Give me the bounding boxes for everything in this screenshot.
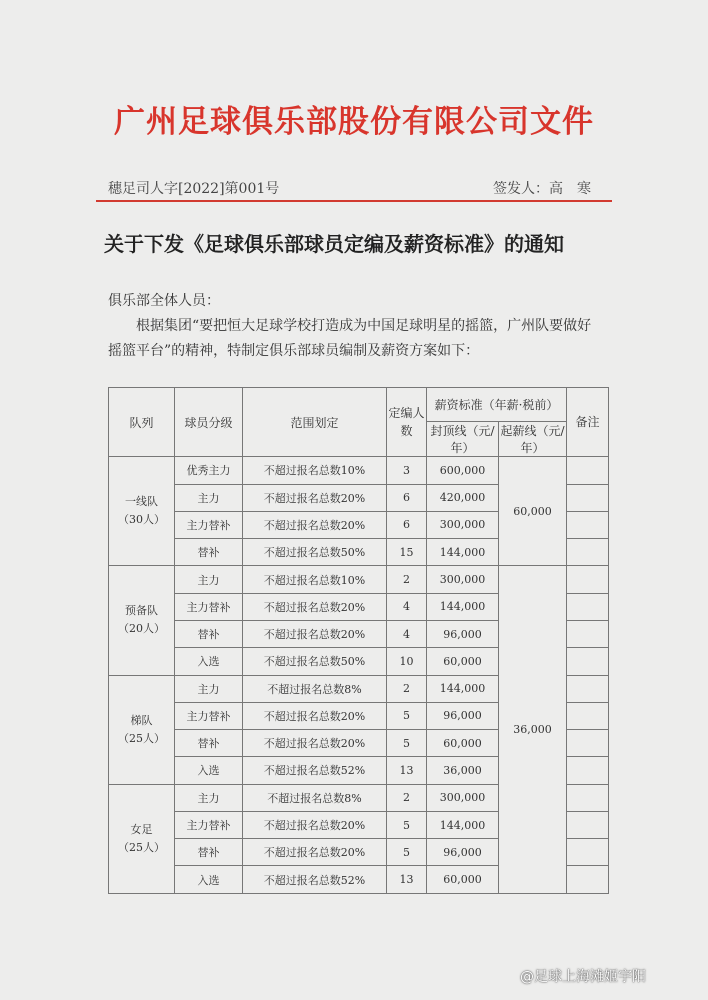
cap-cell: 60,000 — [427, 866, 499, 894]
team-name: 预备队 — [125, 604, 158, 618]
range-cell: 不超过报名总数20% — [243, 484, 387, 511]
team-count: （30人） — [118, 513, 165, 527]
team-cell — [109, 457, 175, 566]
remark-cell — [567, 811, 609, 838]
quota-cell: 2 — [387, 784, 427, 811]
level-cell: 替补 — [175, 620, 243, 647]
team-name: 女足 — [130, 822, 153, 836]
team-count: （20人） — [118, 622, 165, 636]
level-cell: 入选 — [175, 866, 243, 894]
document-title: 广州足球俱乐部股份有限公司文件 — [114, 104, 594, 140]
level-cell: 替补 — [175, 839, 243, 866]
body-paragraph: 根据集团“要把恒大足球学校打造成为中国足球明星的摇篮，广州队要做好摇篮平台”的精神，特制定俱乐部球员编制及薪资方案如下： — [108, 318, 592, 359]
table-row — [109, 457, 609, 484]
level-cell: 入选 — [175, 648, 243, 675]
level-cell: 主力替补 — [175, 511, 243, 538]
header-level: 球员分级 — [175, 388, 243, 457]
range-cell: 不超过报名总数20% — [243, 511, 387, 538]
quota-cell: 4 — [387, 593, 427, 620]
cap-cell: 60,000 — [427, 730, 499, 757]
team-cell — [109, 784, 175, 893]
quota-cell: 15 — [387, 539, 427, 566]
level-cell: 主力 — [175, 566, 243, 593]
level-cell: 主力替补 — [175, 593, 243, 620]
quota-cell: 10 — [387, 648, 427, 675]
remark-cell — [567, 866, 609, 894]
quota-cell: 3 — [387, 457, 427, 484]
quota-cell: 5 — [387, 839, 427, 866]
header-remark: 备注 — [567, 388, 609, 457]
document-number: 穗足司人字[2022]第001号 — [108, 181, 280, 197]
team-cell — [109, 566, 175, 675]
team-name: 梯队 — [130, 713, 153, 727]
quota-cell: 5 — [387, 730, 427, 757]
team-count: （25人） — [118, 731, 165, 745]
range-cell: 不超过报名总数10% — [243, 566, 387, 593]
quota-cell: 2 — [387, 675, 427, 702]
notice-title: 关于下发《足球俱乐部球员定编及薪资标准》的通知 — [104, 232, 564, 256]
remark-cell — [567, 839, 609, 866]
header-salary: 薪资标准（年薪·税前） — [427, 388, 567, 422]
start-salary-cell: 60,000 — [499, 457, 567, 566]
quota-cell: 6 — [387, 511, 427, 538]
remark-cell — [567, 675, 609, 702]
range-cell: 不超过报名总数8% — [243, 675, 387, 702]
weibo-watermark: @足球上海滩姬宇阳 — [520, 969, 646, 985]
cap-cell: 300,000 — [427, 784, 499, 811]
table-row — [109, 566, 609, 593]
header-team: 队列 — [109, 388, 175, 457]
range-cell: 不超过报名总数20% — [243, 593, 387, 620]
quota-cell: 6 — [387, 484, 427, 511]
salary-table — [108, 387, 609, 894]
signer: 签发人：高 寒 — [493, 181, 591, 197]
header-quota: 定编人数 — [387, 388, 427, 457]
header-range: 范围划定 — [243, 388, 387, 457]
remark-cell — [567, 511, 609, 538]
range-cell: 不超过报名总数8% — [243, 784, 387, 811]
team-name: 一线队 — [125, 495, 158, 509]
level-cell: 主力 — [175, 484, 243, 511]
cap-cell: 300,000 — [427, 511, 499, 538]
cap-cell: 144,000 — [427, 811, 499, 838]
remark-cell — [567, 620, 609, 647]
team-count: （25人） — [118, 840, 165, 854]
range-cell: 不超过报名总数52% — [243, 866, 387, 894]
level-cell: 主力 — [175, 784, 243, 811]
quota-cell: 2 — [387, 566, 427, 593]
cap-cell: 36,000 — [427, 757, 499, 784]
cap-cell: 600,000 — [427, 457, 499, 484]
cap-cell: 96,000 — [427, 702, 499, 729]
remark-cell — [567, 784, 609, 811]
remark-cell — [567, 566, 609, 593]
remark-cell — [567, 484, 609, 511]
remark-cell — [567, 648, 609, 675]
range-cell: 不超过报名总数20% — [243, 702, 387, 729]
salutation: 俱乐部全体人员： — [108, 293, 220, 309]
cap-cell: 300,000 — [427, 566, 499, 593]
cap-cell: 60,000 — [427, 648, 499, 675]
cap-cell: 144,000 — [427, 593, 499, 620]
range-cell: 不超过报名总数10% — [243, 457, 387, 484]
remark-cell — [567, 539, 609, 566]
remark-cell — [567, 593, 609, 620]
cap-cell: 420,000 — [427, 484, 499, 511]
remark-cell — [567, 730, 609, 757]
cap-cell: 144,000 — [427, 675, 499, 702]
level-cell: 替补 — [175, 539, 243, 566]
level-cell: 替补 — [175, 730, 243, 757]
level-cell: 主力替补 — [175, 811, 243, 838]
header-cap: 封顶线（元/年） — [427, 422, 499, 457]
range-cell: 不超过报名总数20% — [243, 811, 387, 838]
quota-cell: 5 — [387, 811, 427, 838]
range-cell: 不超过报名总数20% — [243, 730, 387, 757]
range-cell: 不超过报名总数50% — [243, 648, 387, 675]
team-cell — [109, 675, 175, 784]
range-cell: 不超过报名总数20% — [243, 620, 387, 647]
level-cell: 入选 — [175, 757, 243, 784]
cap-cell: 96,000 — [427, 839, 499, 866]
cap-cell: 96,000 — [427, 620, 499, 647]
range-cell: 不超过报名总数20% — [243, 839, 387, 866]
cap-cell: 144,000 — [427, 539, 499, 566]
red-divider — [96, 200, 612, 202]
level-cell: 优秀主力 — [175, 457, 243, 484]
remark-cell — [567, 757, 609, 784]
range-cell: 不超过报名总数50% — [243, 539, 387, 566]
header-start: 起薪线（元/年） — [499, 422, 567, 457]
remark-cell — [567, 457, 609, 484]
level-cell: 主力 — [175, 675, 243, 702]
quota-cell: 4 — [387, 620, 427, 647]
quota-cell: 13 — [387, 866, 427, 894]
start-salary-cell: 36,000 — [499, 566, 567, 894]
remark-cell — [567, 702, 609, 729]
quota-cell: 13 — [387, 757, 427, 784]
quota-cell: 5 — [387, 702, 427, 729]
range-cell: 不超过报名总数52% — [243, 757, 387, 784]
level-cell: 主力替补 — [175, 702, 243, 729]
